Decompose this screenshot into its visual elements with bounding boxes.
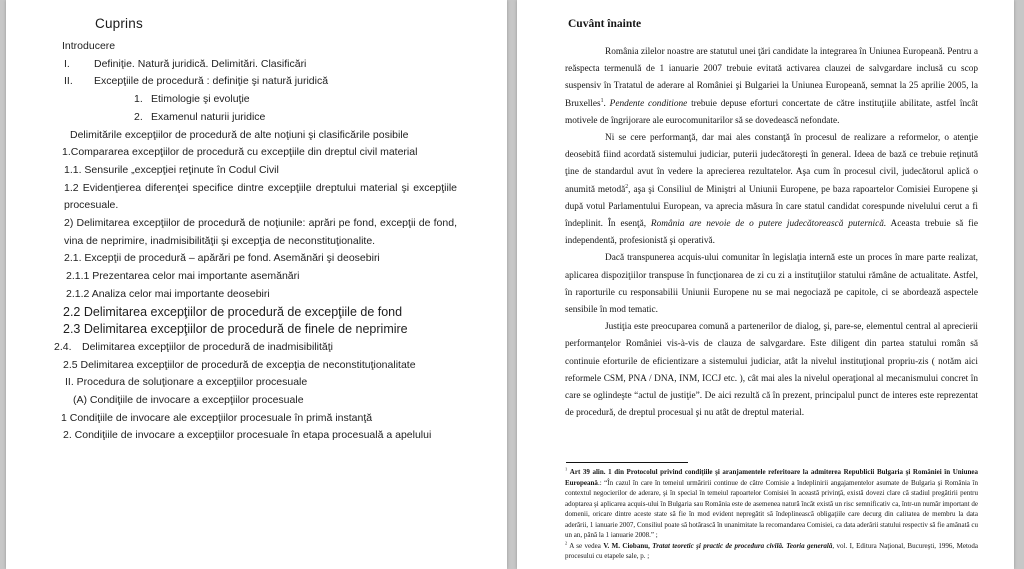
text-segment: trebuie depuse eforturi concertate de către instituţiile abilitate, astfel încât motivele de îngrijorare ale eurocomunitarilor să se dovedească nefondate. <box>565 98 978 126</box>
footnote-separator <box>566 462 688 463</box>
toc-item <box>54 410 457 428</box>
page-right-cuvant-inainte[interactable] <box>517 0 1014 569</box>
toc-item-label: Examenul naturii juridice <box>151 110 266 123</box>
footnote-reference: 1 <box>600 97 604 104</box>
toc-item <box>54 357 457 375</box>
toc-item-label: 1.Compararea excepţiilor de procedură cu excepţiile din dreptul civil material <box>62 146 418 159</box>
toc-item <box>54 321 457 339</box>
foreword-title: Cuvânt înainte <box>568 18 642 30</box>
toc-item-label: 2. Condiţiile de invocare a excepţiilor procesuale în etapa procesuală a apelului <box>63 429 432 442</box>
toc-item-label: Etimologie şi evoluţie <box>151 93 250 106</box>
toc-item-number: 2. <box>134 110 143 123</box>
toc-item <box>54 56 457 74</box>
toc-item <box>54 127 457 145</box>
foreword-content <box>517 0 1014 569</box>
text-segment: , vol. I, Editura Naţional, Bucureşti, 1996, Metoda procesului cu etapele sale, p. ; <box>565 541 978 560</box>
toc-item <box>54 109 457 127</box>
toc-item-label: Introducere <box>62 40 116 52</box>
text-segment: A se vedea <box>567 541 604 550</box>
toc-item-label: 2.1. Excepţii de procedură – apărări pe fond. Asemănări şi deosebiri <box>64 252 380 265</box>
toc-item <box>54 144 457 162</box>
toc-item-label: 2) Delimitarea excepţiilor de procedură de noţiunile: aprări pe fond, excepţii de fond, vina de neprimire, inadmisibilităţii şi excepţia de neconstituţionalite. <box>64 217 457 247</box>
foreword-body <box>517 0 1014 460</box>
toc-item-label: 2.3 Delimitarea excepţiilor de procedură de finele de neprimire <box>63 322 408 337</box>
footnote <box>565 467 978 541</box>
toc-item <box>54 180 457 215</box>
text-segment: Ni se cere performanţă, dar mai ales constanţă în procesul de realizare a reformelor, o atenţie deosebită fiind acordată sistemului judiciar, puterii judecătoreşti în general. Ideea de bază ce trebuie reţinută ţine de standardul avut în vedere la aprecierea rezultatelor. Aşa cum în procesul civil, judecătorul aplică o anumită metodă <box>565 133 978 195</box>
toc-item-label: 1 Condiţiile de invocare ale excepţiilor procesuale în primă instanţă <box>61 411 373 424</box>
text-segment: .: “În cazul în care în temeiul urmăririi continue de către Comisie a îndeplinirii angajamentelor asumate de Bulgaria şi România în contextul negocierilor de aderare, şi în special în temeiul rapoartelor Comisiei în această privinţă, există dovezi clare că stadiul pregătirii pentru adoptarea şi aplicarea acquis-ului în Bulgaria sau România este de asemenea natură încât există un risc semnificativ ca, într-un număr important de domenii, oricare dintre aceste state să fie în mod evident nepregătit să îndeplinească obligaţiile care decurg din calitatea de membru la data aderării, 1 ianuarie 2007, Consiliul poate să hotărască în unanimitate la recomandarea Comisiei, ca data aderării statului respectiv să fie amânată cu un an, până la 1 ianuarie 2008.” ; <box>565 478 978 539</box>
footnote <box>565 541 978 562</box>
toc-item-label: Definiţie. Natură juridică. Delimitări. Clasificări <box>94 57 307 70</box>
toc-item <box>54 162 457 180</box>
page-left-cuprins[interactable] <box>6 0 507 569</box>
toc-item <box>54 427 457 445</box>
text-segment: Justiţia este preocuparea comună a partenerilor de dialog, şi, pare-se, elementul central al aprecierii performanţelor României vis-à-vis de clauza de salvgardare. Este diligent din partea statului român să continuie eforturile de eficientizare a sistemului judiciar, atât la nivelul instituţional propriu-zis ( notăm aici reformele CSM, PNA / DNA, INM, ICCJ etc. ), cât mai ales la nivelul operaţional al mecanismului concret în care se oglindeşte “actul de justiţie”. De aici rezultă că în prezent, principalul punct de interes este reprezentat de procedură, de dreptul procesual şi nu atât de dreptul material. <box>565 322 978 419</box>
text-segment: Tratat teoretic şi practic de procedura civilă. Teoria generală <box>652 541 833 550</box>
footnote-reference: 2 <box>625 183 629 190</box>
paragraph <box>565 44 978 130</box>
toc-item <box>54 38 457 56</box>
toc-item-label: Excepţiile de procedură : definiţie şi natură juridică <box>94 75 329 88</box>
toc-item-number: 2.4. <box>54 340 72 353</box>
text-segment: . <box>603 98 610 109</box>
text-segment: Pendente conditione <box>609 98 688 109</box>
toc-list <box>54 38 457 445</box>
toc-item <box>54 339 457 357</box>
toc-item-label: (A) Condiţiile de invocare a excepţiilor procesuale <box>73 394 304 407</box>
toc-item-label: 2.1.2 Analiza celor mai importante deosebiri <box>66 287 270 300</box>
text-segment: România are nevoie de o putere judecătorească puternică. <box>650 219 887 230</box>
toc-item <box>54 268 457 286</box>
text-segment: Aceasta trebuie să fie independentă, profesionistă şi operativă. <box>565 219 978 247</box>
text-segment: , aşa şi Consiliul de Miniştri al Uniunii Europene, pe baza rapoartelor Comisiei Europene şi după votul Parlamentului European, va aprecia măsura în care statul candidat corespunde nivelului cerut a fi îndeplinit. În esenţă, <box>565 184 978 230</box>
toc-item-number: II. <box>64 75 73 88</box>
toc-item <box>54 91 457 109</box>
footnote-list <box>565 467 978 562</box>
toc-item <box>54 304 457 322</box>
toc-item-number: I. <box>64 57 70 70</box>
paragraph <box>565 250 978 319</box>
foreword-paragraphs <box>565 44 978 422</box>
footnotes <box>565 462 978 562</box>
footnote-reference: 1 <box>565 466 568 472</box>
toc-item <box>54 73 457 91</box>
toc-item-label: II. Procedura de soluţionare a excepţiilor procesuale <box>65 376 308 389</box>
text-segment: Dacă transpunerea acquis-ului comunitar în legislaţia internă este un proces în mare parte realizat, aplicarea dispoziţiilor transpuse în funcţionarea de zi cu zi a instituţiilor statului rămâne de actualitate. Astfel, în raporturile cu responsabilii Uniunii Europene nu se mai negociază pe capitole, ci se abordează aspectele sensibile în mod tematic. <box>565 253 978 316</box>
toc-content <box>6 0 507 445</box>
toc-item-label: 2.2 Delimitarea excepţiilor de procedură de excepţiile de fond <box>63 304 403 319</box>
toc-item-label: 2.1.1 Prezentarea celor mai importante asemănări <box>66 270 300 283</box>
toc-item-label: Delimitarea excepţiilor de procedură de inadmisibilităţi <box>82 340 333 353</box>
text-segment: Art 39 alin. 1 din Protocolul privind condiţiile şi aranjamentele referitoare la admiterea Republicii Bulgaria şi României în Uniunea Europeană <box>565 468 978 487</box>
toc-item <box>54 374 457 392</box>
toc-item <box>54 250 457 268</box>
text-segment: România zilelor noastre are statutul unei ţări candidate la integrarea în Uniunea Europeană. Pentru a reăspecta termenulă de 1 ianuarie 2007 trebuie evitată activarea clauzei de salvgardare inclusă cu scop suspensiv în Tratatul de aderare al României şi Bulgariei la Uniunea Europeană, semnat la 25 aprilie 2005, la Bruxelles <box>565 47 978 109</box>
paragraph <box>565 319 978 422</box>
toc-item <box>54 392 457 410</box>
text-segment: V. M. Ciobanu, <box>603 541 653 550</box>
toc-item <box>54 286 457 304</box>
toc-item-label: Delimitările excepţiilor de procedură de alte noţiuni şi clasificările posibile <box>70 128 409 141</box>
paragraph <box>565 130 978 250</box>
footnote-reference: 2 <box>565 540 568 546</box>
toc-item-label: 1.2 Evidenţierea diferenţei specifice dintre excepţiile dreptului material şi excepţiile procesuale. <box>64 181 457 212</box>
toc-item-label: 2.5 Delimitarea excepţiilor de procedură de excepţia de neconstituţionalitate <box>63 358 416 371</box>
toc-title: Cuprins <box>95 16 143 31</box>
toc-item <box>54 215 457 250</box>
toc-item-label: 1.1. Sensurile „excepţiei reţinute în Codul Civil <box>64 163 279 176</box>
toc-item-number: 1. <box>134 93 143 106</box>
